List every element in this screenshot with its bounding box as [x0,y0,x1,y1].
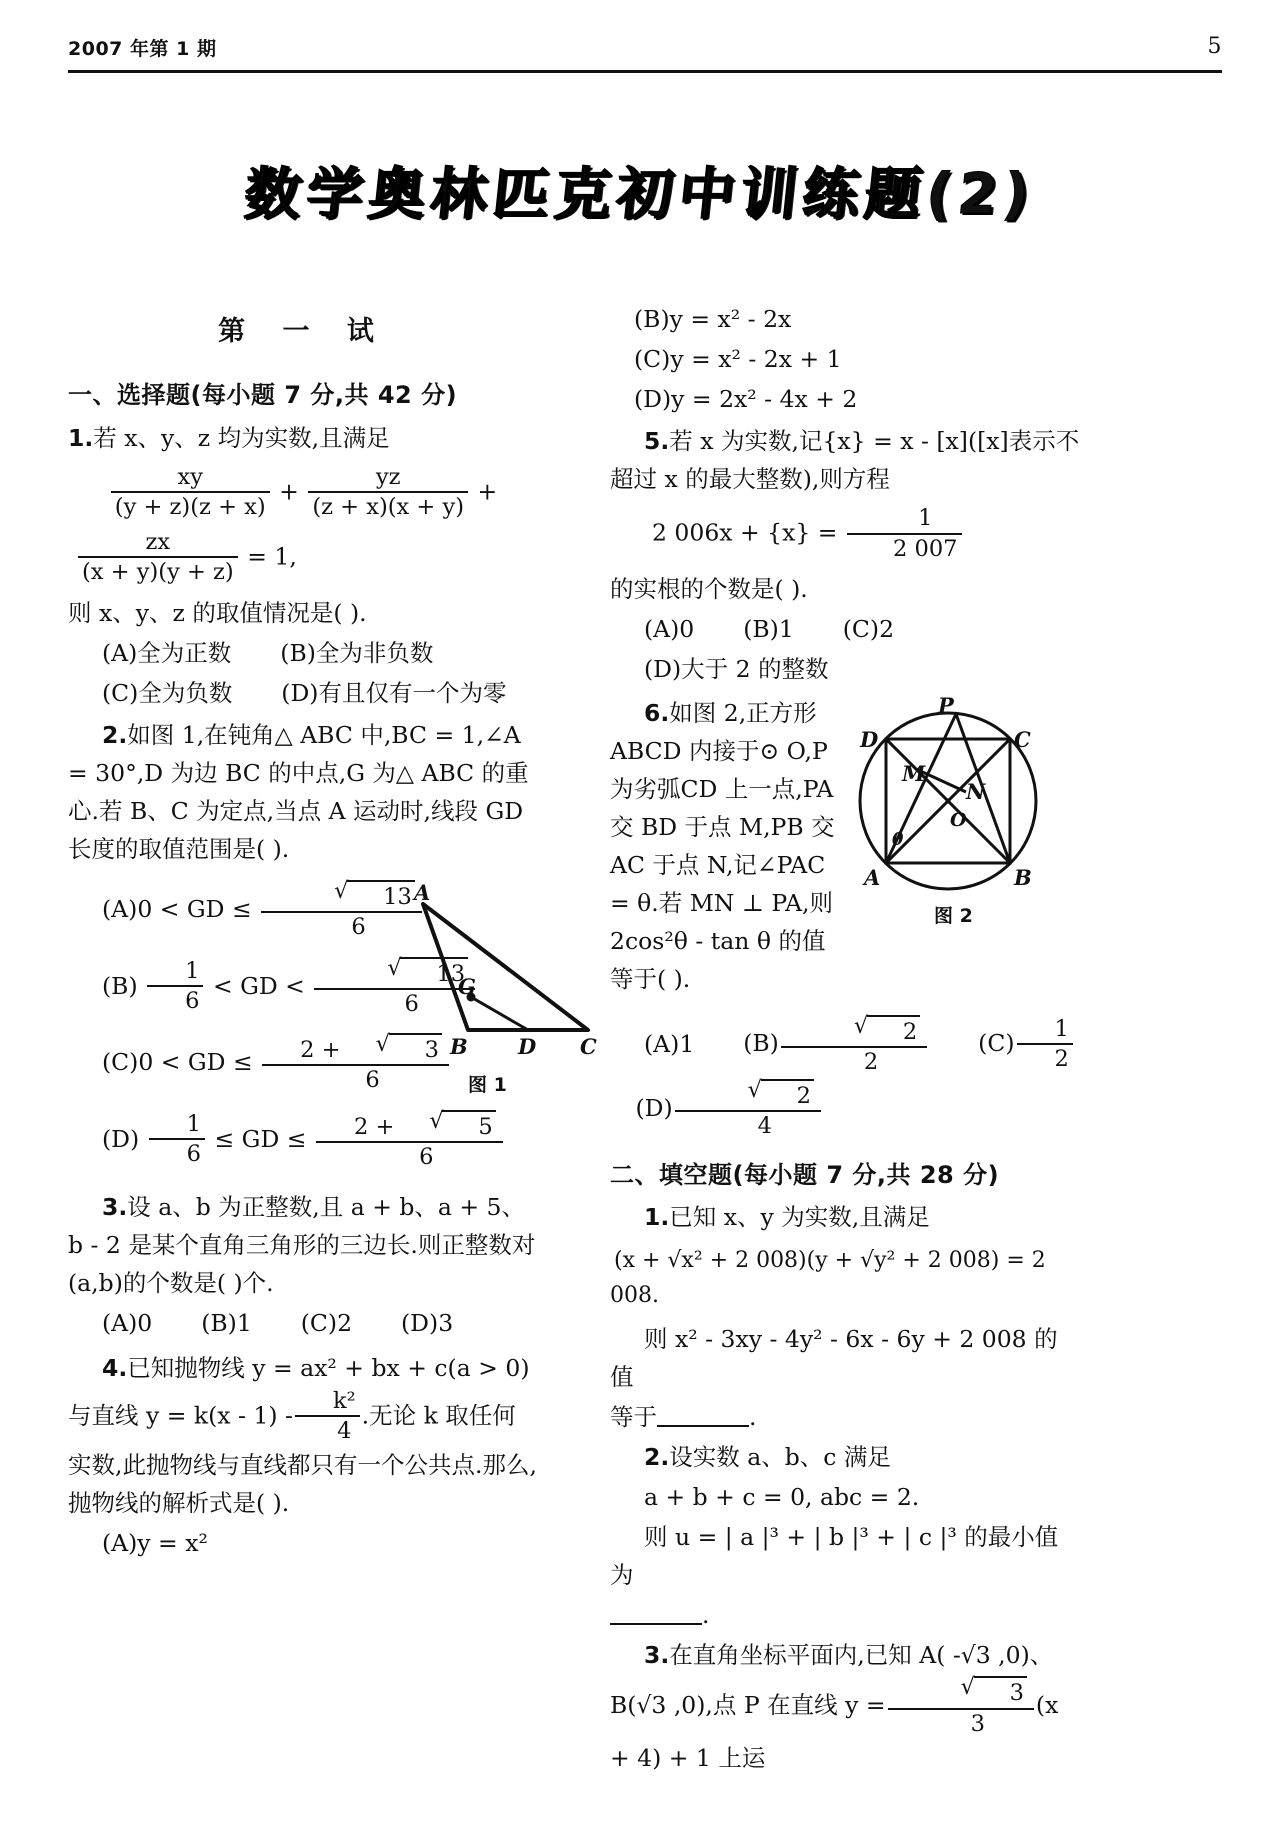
option-b[interactable]: (B)1 [743,614,794,643]
figure-2-label-C: C [1014,727,1031,752]
figure-1-label-B: B [450,1034,468,1059]
fraction-denominator: 2 007 [892,535,958,562]
question-2-text: 如图 1,在钝角△ ABC 中,BC = 1,∠A = 30°,D 为边 BC 的中点,G 为△ ABC 的重心.若 B、C 为定点,当点 A 运动时,线段 GD 长度的取值范围是( ). [68,720,529,864]
question-1-options-row-1 [68,634,538,672]
right-column [610,300,1080,1779]
radicand: 5 [442,1110,495,1141]
fill-1-conclusion-text: 则 x² - 3xy - 4y² - 6x - 6y + 2 008 的值 [610,1324,1058,1391]
question-3-stem [68,1188,538,1302]
question-5-conclusion: 的实根的个数是( ). [610,574,808,603]
fill-2-answer-period: . [702,1601,710,1630]
option-inequality: 0 < GD ≤ [137,894,252,923]
fraction-numerator: 1 [149,1110,205,1140]
left-column [68,300,597,1564]
radicand: 13 [400,957,468,988]
figure-1-label-C: C [580,1034,597,1059]
fraction-numerator: k² [295,1387,360,1417]
fraction-sqrt2-over-4 [675,1077,821,1142]
option-inequality: < GD < [212,971,305,1000]
question-1-equation-line-1 [68,463,538,523]
option-inequality: 0 < GD ≤ [138,1048,253,1076]
figure-1-triangle [398,882,598,1102]
question-1-text: 若 x、y、z 均为实数,且满足 [93,423,390,452]
fraction-one-half [1017,1015,1073,1075]
fill-2-text: 设实数 a、b、c 满足 [669,1442,891,1471]
option-d[interactable] [635,1083,823,1140]
option-inequality: ≤ GD ≤ [214,1124,307,1153]
fraction-denominator: (z + x)(x + y) [312,493,465,520]
fraction-numerator: zx [78,528,238,558]
fraction-numerator: xy [111,463,270,493]
fraction-yz [308,463,468,523]
question-2-number: 2. [102,720,128,749]
fraction-one-sixth [147,957,203,1017]
page-header [68,34,1222,68]
figure-1-caption: 图 1 [468,1074,507,1096]
fill-1-answer-period: . [749,1402,757,1431]
question-3-text: 设 a、b 为正整数,且 a + b、a + 5、b - 2 是某个直角三角形的三边长.则正整数对 (a,b)的个数是( )个. [68,1193,536,1298]
question-5-options-row-1 [610,610,1080,648]
fill-3-number: 3. [644,1641,670,1670]
equation-lhs: 2 006x + {x} = [652,518,838,547]
question-5-stem [610,422,1080,498]
question-5-text: 若 x 为实数,记{x} = x - [x]([x]表示不超过 x 的最大整数),则方程 [610,427,1080,494]
fraction-zx [78,528,238,588]
figure-1-label-D: D [518,1034,537,1059]
fraction-denominator: 6 [185,988,200,1015]
plus-operator: + [279,476,299,505]
fraction-sqrt2-over-2 [781,1013,927,1078]
header-rule [68,70,1222,73]
radicand: 2 [867,1015,920,1046]
option-a[interactable]: (A)全为正数 [102,638,232,667]
equals-one: = 1, [247,542,297,571]
option-d[interactable]: (D)有且仅有一个为零 [281,678,507,707]
question-2-option-d[interactable] [68,1108,538,1173]
option-c[interactable] [978,1016,1075,1073]
option-b[interactable] [743,1018,929,1075]
figure-2-label-M: M [902,761,926,786]
option-label: (D) [102,1124,140,1153]
fill-2-number: 2. [644,1442,670,1471]
figure-1-label-A: A [414,880,431,905]
question-3-number: 3. [102,1193,128,1222]
option-d[interactable]: (D)3 [401,1309,454,1338]
fraction-denominator: 4 [757,1113,773,1140]
figure-1-label-G: G [458,974,476,999]
fraction-numerator [781,1013,927,1048]
question-4-text-part-2: .无论 k 取任何实数,此抛物线与直线都只有一个公共点.那么,抛物线的解析式是( ). [68,1400,537,1518]
option-d[interactable]: (D)大于 2 的整数 [644,654,829,683]
fill-2-conditions: a + b + c = 0, abc = 2. [644,1483,920,1512]
figure-2-label-theta: θ [892,830,904,850]
fraction-sqrt3-over-3 [888,1674,1034,1739]
figure-2-label-N: N [966,779,986,804]
sqrt-icon [395,1108,498,1141]
page-title: 数学奥林匹克初中训练题(2) [241,162,1039,227]
fill-2-answer-line [610,1596,1080,1634]
question-5-number: 5. [644,427,670,456]
fraction-2plussqrt5-over-6 [316,1108,503,1173]
option-a[interactable]: (A)0 [102,1309,153,1338]
figure-2-label-A: A [864,865,881,890]
option-a: (A)y = x² [102,1529,208,1558]
fill-3-text-part-1: 在直角坐标平面内,已知 A( -√3 ,0)、B(√3 ,0),点 P 在直线 y = [610,1641,1054,1720]
fill-3-stem [610,1636,1080,1777]
question-3-options [68,1304,538,1342]
page-number: 5 [1207,34,1222,59]
option-a[interactable]: (A)0 [644,614,695,643]
fraction-ksquared-over-4 [295,1387,360,1447]
figure-2-caption: 图 2 [934,905,973,927]
fill-2-answer-blank[interactable] [610,1600,702,1626]
question-4-stem [68,1349,538,1523]
fraction-numerator: 1 [147,957,203,987]
option-label: (A) [644,1029,680,1058]
question-2-stem [68,716,538,868]
fraction-numerator [316,1108,503,1143]
fraction-denominator: 6 [419,1143,434,1170]
question-1-options-row-2 [68,674,538,712]
fill-1-answer-line [610,1398,1080,1436]
fraction-denominator: 2 [863,1048,879,1075]
center-o-dot [945,798,950,803]
fraction-numerator [888,1674,1034,1709]
option-b[interactable]: (B)全为非负数 [280,638,434,667]
figure-2-circle-square [838,693,1090,953]
figure-2-label-D: D [860,727,879,752]
fraction-denominator: 4 [337,1417,352,1444]
figure-2-label-O: O [950,809,967,831]
fill-1-equation [610,1243,1080,1314]
option-d: (D)y = 2x² - 4x + 2 [634,385,858,414]
option-value: 1 [679,1029,695,1058]
fraction-denominator: 3 [970,1710,985,1737]
fraction-xy [111,463,270,523]
option-a[interactable] [644,1029,694,1057]
option-c[interactable]: (C)2 [842,614,895,643]
option-b[interactable]: (B)1 [201,1309,252,1338]
question-4-option-a[interactable] [68,1524,538,1562]
fill-2-stem [610,1438,1080,1476]
question-6-text: 如图 2,正方形 ABCD 内接于⊙ O,P 为劣弧CD 上一点,PA 交 BD 于点 M,PB 交 AC 于点 N,记∠PAC = θ.若 MN ⊥ PA,则 2cos²θ - tan θ 的值等于( ). [610,699,835,994]
fill-1-text: 已知 x、y 为实数,且满足 [669,1203,930,1232]
option-c[interactable]: (C)全为负数 [102,678,233,707]
fill-1-conclusion [610,1320,1080,1396]
part-two-heading: 二、填空题(每小题 7 分,共 28 分) [610,1160,1000,1189]
question-1-equation-line-2 [68,528,538,588]
fill-3-text-part-2: (x + 4) + 1 上运 [610,1691,1059,1772]
sqrt-icon [927,1674,1030,1707]
radicand: 3 [974,1676,1027,1707]
figure-2-label-P: P [938,693,954,718]
question-6-stem [610,694,838,999]
question-4-number: 4. [102,1353,128,1382]
fraction-denominator: 6 [365,1067,380,1094]
fraction-one-over-2007 [847,504,962,564]
numerator-lead: 2 + [353,1113,395,1140]
fill-2-objective: 则 u = | a |³ + | b |³ + | c |³ 的最小值为 [610,1523,1059,1590]
option-label: (B) [102,971,138,1000]
question-6-number: 6. [644,699,670,728]
fraction-numerator [675,1077,821,1112]
question-1-number: 1. [68,423,94,452]
fraction-one-sixth [149,1110,205,1170]
part-one-heading: 一、选择题(每小题 7 分,共 42 分) [68,380,458,409]
option-label: (C) [978,1029,1015,1058]
exam-section-heading: 第 一 试 [218,316,388,347]
fraction-denominator: 6 [404,990,419,1017]
question-4-option-c[interactable] [610,340,1080,378]
triangle-abc [423,904,588,1030]
fraction-numerator: 1 [1017,1015,1073,1045]
fill-1-stem [610,1198,1080,1236]
fraction-numerator: yz [308,463,468,493]
fraction-denominator: 6 [351,914,366,941]
fraction-denominator: (y + z)(z + x) [114,493,266,520]
fraction-denominator: 6 [186,1141,202,1168]
radicand: 13 [347,880,415,911]
question-5-equation [610,504,1080,564]
radicand: 3 [389,1033,442,1064]
numerator-lead: 2 + [300,1037,341,1064]
question-1-conclusion: 则 x、y、z 的取值情况是( ). [68,598,367,627]
fraction-denominator: 2 [1054,1046,1069,1073]
option-label: (B) [743,1029,779,1058]
question-4-option-b[interactable] [610,300,1080,338]
question-4-text-part-1: 已知抛物线 y = ax² + bx + c(a > 0)与直线 y = k(x - 1) - [68,1353,530,1429]
question-5-options-row-2 [610,650,1080,688]
segment-gd [471,997,528,1030]
option-label: (D) [635,1093,673,1122]
figure-2-label-B: B [1014,865,1032,890]
fraction-denominator: (x + y)(y + z) [82,559,234,586]
fraction-numerator: 1 [847,504,962,534]
radicand: 2 [761,1079,814,1110]
issue-label: 2007 年第 1 期 [68,38,217,60]
question-4-option-d[interactable] [610,380,1080,418]
equation-body: (x + √x² + 2 008)(y + √y² + 2 008) = 2 008. [610,1247,1046,1309]
sqrt-icon [820,1013,923,1046]
fill-1-number: 1. [644,1203,670,1232]
plus-operator-trailing: + [477,476,498,505]
option-c: (C)y = x² - 2x + 1 [634,345,842,374]
fill-1-answer-lead: 等于 [610,1402,657,1431]
option-b: (B)y = x² - 2x [634,305,792,333]
option-c[interactable]: (C)2 [300,1309,353,1338]
question-6-options [610,1013,1080,1142]
option-label: (C) [102,1048,139,1076]
option-label: (A) [102,894,138,923]
question-1-stem [68,419,538,457]
fill-1-answer-blank[interactable] [657,1401,749,1427]
sqrt-icon [714,1077,817,1110]
